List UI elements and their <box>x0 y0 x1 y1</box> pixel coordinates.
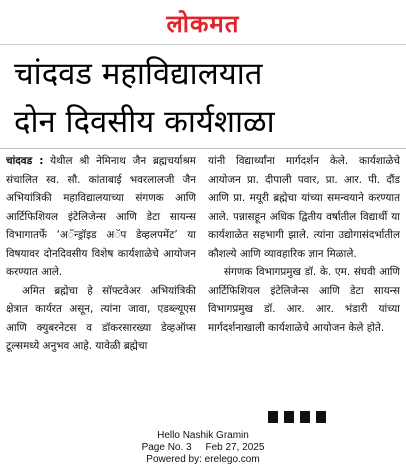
masthead-logo: लोकमत <box>166 10 240 38</box>
truncated-text-fragment <box>268 408 358 420</box>
masthead-divider <box>0 44 406 45</box>
article-paragraph <box>6 152 196 282</box>
article-paragraph: अमित ब्रह्मेचा हे सॉफ्टवेअर अभियांत्रिकी क्षेत्रात कार्यरत असून, त्यांना जावा, एडब्ल्यूएस आणि क्युबरनेटस व डॉकरसारख्या डेव्हऑप्स टूल्समध्ये अनुभव आहे. यावेळी ब्रह्मेचा <box>6 284 196 352</box>
article-paragraph: यांनी विद्यार्थ्यांना मार्गदर्शन केले. कार्यशाळेचे आयोजन प्रा. दीपाली पवार, प्रा. आर. पी. दौंड आणि प्रा. मयूरी ब्रह्मेचा यांच्या समन्वयाने करण्यात आले. पन्नासहून अधिक द्वितीय वर्षातील विद्यार्थी या कार्यशाळेत सहभागी झाले. त्यांना उद्योगासंदर्भातील कौशल्ये आणि व्यावहारिक ज्ञान मिळाले. <box>208 155 400 260</box>
article-headline <box>14 50 402 146</box>
footer-edition: Hello Nashik Gramin <box>157 430 249 441</box>
article-column-left <box>6 152 196 434</box>
headline-line-2: दोन दिवसीय कार्यशाळा <box>14 104 275 140</box>
article-column-right <box>208 152 400 434</box>
footer-page-date: Page No. 3 Feb 27, 2025 <box>141 442 265 453</box>
headline-line-1: चांदवड महाविद्यालयात <box>14 56 263 92</box>
article-paragraph: संगणक विभागप्रमुख डॉ. के. एम. संघवी आणि आर्टिफिशियल इंटेलिजेन्स आणि डेटा सायन्स विभागप्रमुख डॉ. आर. आर. भंडारी यांच्या मार्गदर्शनाखाली कार्यशाळेचे आयोजन केले होते. <box>208 266 400 334</box>
headline-divider <box>0 148 406 149</box>
footer-powered-by: Powered by: erelego.com <box>146 454 260 465</box>
dateline: चांदवड : <box>6 155 44 167</box>
page-footer <box>0 430 406 466</box>
paragraph-text: येथील श्री नेमिनाथ जैन ब्रह्मचर्याश्रम संचालित स्व. सौ. कांताबाई भवरलालजी जैन अभियांत्रिकी महाविद्यालयाच्या संगणक आणि आर्टिफिशियल इंटेलिजेन्स आणि डेटा सायन्स विभागातर्फे ‘अॅन्ड्रॉइड अॅप डेव्हलपमेंट’ या विषयावर दोनदिवसीय विशेष कार्यशाळेचे आयोजन करण्यात आले. <box>6 155 196 278</box>
